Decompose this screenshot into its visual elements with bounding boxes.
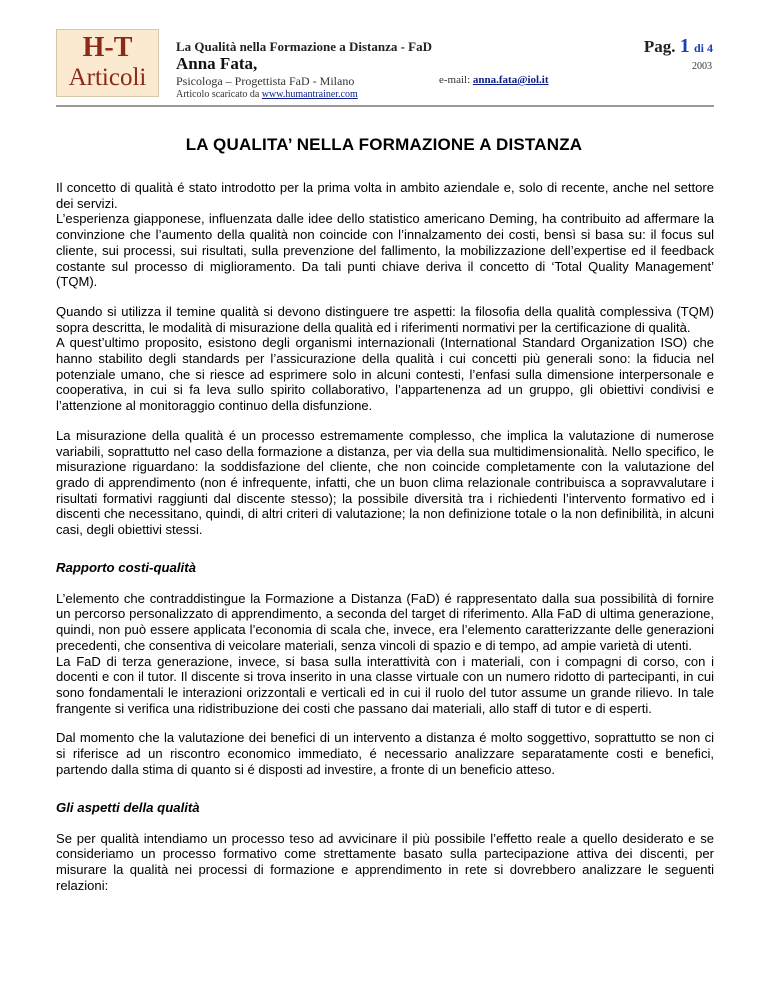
section-heading: Rapporto costi-qualità (56, 559, 196, 575)
header-year: 2003 (692, 61, 712, 72)
paragraph: Quando si utilizza il temine qualità si devono distinguere tre aspetti: la filosofia della qualità complessiva (TQM) sopra descritta, le modalità di misurazione della qualità ed i riferimenti normativi per la certificazione di qualità. (56, 303, 714, 335)
source-label: Articolo scaricato da (176, 89, 260, 100)
paragraph: A quest’ultimo proposito, esistono degli organismi internazionali (International Standard Organization ISO) che hanno stabilito degli standards per l’assicurazione della qualità i cui concetti più generali sono: la fiducia nel potenziale umano, che si riesce ad esprimere solo in alcuni contesti, l’enfasi sulla dimensione interpersonale e cooperativa, in cui si fa leva sullo spirito collaborativo, l’appartenenza ad un gruppo, gli obiettivi condivisi e l’attenzione al monitoraggio continuo della disfunzione. (56, 335, 714, 414)
source-link[interactable]: www.humantrainer.com (261, 89, 358, 100)
paragraph: Se per qualità intendiamo un processo teso ad avvicinare il più possibile l’effetto reale a quello desiderato e se consideriamo un processo formativo come strettamente basato sulla partecipazione attiva dei discenti, per misurare la qualità nei processi di formazione e apprendimento in rete si dovrebbero analizzare le seguenti relazioni: (56, 830, 714, 893)
page-label: Pag. (643, 37, 676, 56)
section-heading: Gli aspetti della qualità (56, 799, 200, 815)
document-body (56, 180, 714, 907)
email-label: e-mail: (439, 74, 471, 86)
paragraph: Il concetto di qualità é stato introdotto per la prima volta in ambito aziendale e, solo di recente, anche nel settore dei servizi. (56, 180, 714, 211)
paragraph: La FaD di terza generazione, invece, si basa sulla interattività con i materiali, con i compagni di corso, con i docenti e con il tutor. Il discente si trova inserito in una classe virtuale con un numero ridotto di partecipanti, in cui sono fondamentali le interazioni orizzontali e verticali ed in cui il ruolo del tutor assume un grande rilievo. In tale frangente si verifica una ridistribuzione dei costi che passano dai materiali, allo staff di tutor e di esperti. (56, 653, 714, 716)
document-title: LA QUALITA’ NELLA FORMAZIONE A DISTANZA (185, 135, 583, 154)
site-logo (56, 29, 159, 97)
paragraph: Dal momento che la valutazione dei benefici di un intervento a distanza é molto soggettivo, soprattutto se non ci si riferisce ad un riscontro economico immediato, é necessario analizzare separatamente costi e benefici, partendo dalla stima di quanto si é disposti ad investire, a fronte di un beneficio atteso. (56, 730, 714, 777)
header-title: La Qualità nella Formazione a Distanza - FaD (176, 39, 433, 54)
header-divider (56, 105, 714, 107)
paragraph: La misurazione della qualità é un processo estremamente complesso, che implica la valutazione di numerose variabili, soprattutto nel caso della formazione a distanza, per via della sua multidimensionalità. Nello specifico, le misurazione riguardano: la soddisfazione del cliente, che non coincide completamente con la valutazione del grado di apprendimento (non é infrequente, infatti, che un buon clima relazionale contribuisca a sopravvalutare i risultati formativi raggiunti dal discente stesso); la possibile diversità tra i richiedenti l’intervento formativo ed i discenti che necessitano, quindi, di altri criteri di valutazione; la non definizione totale o la non definibilità, in alcuni casi, degli obiettivi stessi. (56, 427, 714, 538)
header-source (176, 89, 358, 100)
logo-line2: Articoli (68, 64, 147, 91)
email-link[interactable]: anna.fata@iol.it (472, 74, 549, 86)
header-author: Anna Fata, (176, 54, 258, 73)
header-email (439, 74, 549, 86)
paragraph: L’esperienza giapponese, influenzata dalle idee dello statistico americano Deming, ha contribuito ad affermare la convinzione che l’aumento della qualità non coincide con l’innalzamento dei costi, bensì si basa su: il focus sul cliente, sui processi, sui risultati, sulla prevenzione del fallimento, la mobilizzazione dell’expertise ed il feedback costante sul processo di miglioramento. Da tali punti chiave deriva il concetto di ‘Total Quality Management’ (TQM). (56, 211, 714, 290)
page-number: 1 (679, 35, 690, 57)
page-indicator (644, 35, 713, 58)
paragraph: L’elemento che contraddistingue la Formazione a Distanza (FaD) é rappresentato dalla sua possibilità di fornire un percorso personalizzato di apprendimento, a seconda del target di riferimento. Alla FaD di ultima generazione, quindi, non può essere applicata l’economia di scala che, invece, era l’elemento caratterizzante delle generazioni precedenti, che consentiva di veicolare materiali, senza vincoli di spazio e di tempo, ad ampie varietà di utenti. (56, 590, 714, 653)
header-role: Psicologa – Progettista FaD - Milano (176, 74, 355, 88)
logo-line1: H-T (82, 32, 133, 63)
page-total: di 4 (693, 41, 713, 55)
